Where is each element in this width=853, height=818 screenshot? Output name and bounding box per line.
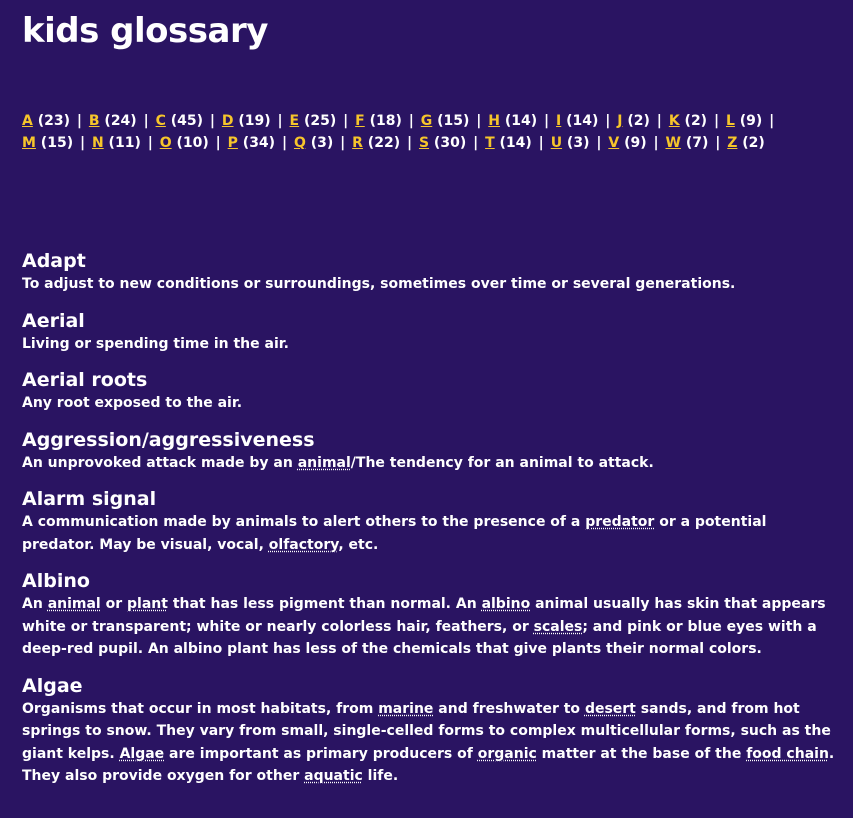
letter-count: (14) bbox=[561, 113, 599, 129]
glossary-page bbox=[22, 0, 842, 784]
definition-text: and freshwater to bbox=[433, 700, 585, 717]
glossary-term-link[interactable]: scales bbox=[533, 618, 583, 635]
definition-text: , etc. bbox=[338, 536, 379, 553]
glossary-term: Algae bbox=[22, 674, 83, 697]
index-item-k bbox=[669, 113, 707, 129]
glossary-term: Alarm signal bbox=[22, 488, 157, 510]
letter-link-d[interactable]: D bbox=[221, 113, 234, 129]
letter-link-k[interactable]: K bbox=[668, 113, 680, 129]
letter-link-w[interactable]: W bbox=[665, 135, 681, 151]
glossary-entry bbox=[22, 487, 842, 556]
index-separator: | bbox=[75, 135, 90, 151]
letter-count: (2) bbox=[737, 135, 765, 151]
index-separator: | bbox=[72, 113, 87, 129]
glossary-term: Albino bbox=[22, 570, 90, 592]
glossary-definition bbox=[22, 593, 842, 661]
glossary-term-link[interactable]: aquatic bbox=[304, 768, 363, 784]
glossary-entry bbox=[22, 309, 842, 356]
index-separator: | bbox=[403, 113, 419, 129]
index-item-j bbox=[617, 113, 650, 129]
letter-count: (15) bbox=[432, 113, 470, 129]
letter-link-c[interactable]: C bbox=[155, 113, 166, 129]
index-separator: | bbox=[710, 135, 726, 151]
index-item-d bbox=[222, 113, 271, 129]
glossary-entry bbox=[22, 674, 842, 788]
definition-text: /The tendency for an animal to attack. bbox=[350, 454, 654, 471]
glossary-term-link[interactable]: marine bbox=[378, 700, 434, 717]
letter-count: (22) bbox=[362, 135, 401, 151]
letter-link-g[interactable]: G bbox=[420, 113, 433, 129]
glossary-term: Aerial bbox=[22, 309, 85, 332]
letter-count: (3) bbox=[562, 135, 590, 151]
letter-index bbox=[22, 110, 834, 154]
index-item-a bbox=[22, 113, 70, 129]
glossary-term: Adapt bbox=[22, 250, 86, 272]
glossary-definition bbox=[22, 452, 842, 475]
letter-count: (3) bbox=[305, 135, 334, 151]
letter-count: (2) bbox=[679, 113, 708, 129]
glossary-term-link[interactable]: plant bbox=[127, 596, 168, 612]
letter-count: (11) bbox=[103, 135, 141, 151]
glossary-term-link[interactable]: albino bbox=[481, 596, 531, 612]
definition-text: Living or spending time in the air. bbox=[22, 335, 289, 352]
index-item-t bbox=[485, 135, 532, 151]
letter-count: (9) bbox=[619, 135, 647, 151]
index-separator: | bbox=[764, 113, 775, 129]
letter-link-o[interactable]: O bbox=[159, 135, 172, 151]
letter-link-j[interactable]: J bbox=[617, 113, 623, 129]
definition-text: sands, and from hot springs to snow. They vary from small, single-celled forms to complex multicellular forms, such as the giant kelps. bbox=[22, 700, 831, 762]
glossary-entry bbox=[22, 569, 842, 661]
definition-text: . They also provide oxygen for other bbox=[22, 745, 835, 784]
glossary-term-link[interactable]: organic bbox=[477, 745, 537, 762]
letter-link-p[interactable]: P bbox=[227, 135, 238, 151]
index-item-v bbox=[608, 135, 646, 151]
index-separator: | bbox=[533, 135, 549, 151]
glossary-entry bbox=[22, 428, 842, 475]
letter-count: (23) bbox=[32, 113, 70, 129]
index-separator: | bbox=[468, 135, 484, 151]
letter-link-b[interactable]: B bbox=[88, 113, 100, 129]
index-separator: | bbox=[648, 135, 664, 151]
letter-count: (19) bbox=[233, 113, 271, 129]
definition-text: Organisms that occur in most habitats, from bbox=[22, 700, 379, 717]
index-item-i bbox=[556, 113, 598, 129]
glossary-entry bbox=[22, 249, 842, 296]
index-separator: | bbox=[471, 113, 487, 129]
letter-link-a[interactable]: A bbox=[22, 113, 33, 129]
definition-text: A communication made by animals to alert others to the presence of a bbox=[22, 514, 586, 530]
glossary-term-link[interactable]: animal bbox=[297, 454, 351, 471]
letter-count: (45) bbox=[165, 113, 204, 129]
index-separator: | bbox=[402, 135, 417, 151]
index-item-e bbox=[290, 113, 337, 129]
index-item-p bbox=[228, 135, 275, 151]
glossary-term-link[interactable]: Algae bbox=[119, 745, 165, 762]
index-item-u bbox=[551, 135, 590, 151]
letter-count: (14) bbox=[494, 135, 532, 151]
definition-text: To adjust to new conditions or surroundings, sometimes over time or several generations. bbox=[22, 276, 736, 292]
index-item-q bbox=[294, 135, 333, 151]
glossary-definition bbox=[22, 698, 842, 788]
letter-link-f[interactable]: F bbox=[355, 113, 365, 129]
glossary-definition bbox=[22, 273, 842, 296]
index-item-b bbox=[89, 113, 137, 129]
letter-count: (14) bbox=[500, 113, 538, 129]
glossary-term: Aggression/aggressiveness bbox=[22, 428, 315, 451]
letter-count: (9) bbox=[734, 113, 763, 129]
definition-text: animal usually has skin that appears white or transparent; white or nearly colorless hair, feathers, or bbox=[22, 596, 826, 635]
letter-link-i[interactable]: I bbox=[556, 113, 562, 129]
definition-text: life. bbox=[362, 768, 399, 784]
letter-link-z[interactable]: Z bbox=[727, 135, 738, 151]
glossary-term-link[interactable]: predator bbox=[585, 514, 655, 530]
glossary-term-link[interactable]: animal bbox=[47, 596, 101, 612]
definition-text: that has less pigment than normal. An bbox=[167, 596, 482, 612]
letter-count: (15) bbox=[35, 135, 74, 151]
letter-count: (34) bbox=[237, 135, 276, 151]
letter-link-v[interactable]: V bbox=[608, 135, 620, 151]
glossary-term-link[interactable]: food chain bbox=[746, 745, 829, 762]
glossary-entry bbox=[22, 368, 842, 415]
letter-count: (30) bbox=[429, 135, 467, 151]
definition-text: Any root exposed to the air. bbox=[22, 395, 243, 411]
index-separator: | bbox=[709, 113, 724, 129]
index-item-s bbox=[419, 135, 466, 151]
glossary-term-link[interactable]: desert bbox=[584, 700, 636, 717]
glossary-definition bbox=[22, 392, 842, 415]
letter-link-u[interactable]: U bbox=[550, 135, 563, 151]
definition-text: are important as primary producers of bbox=[164, 745, 478, 762]
glossary-entries bbox=[22, 249, 842, 801]
definition-text: or bbox=[100, 596, 128, 612]
index-item-w bbox=[666, 135, 709, 151]
index-item-c bbox=[156, 113, 203, 129]
letter-count: (10) bbox=[171, 135, 209, 151]
index-separator: | bbox=[338, 113, 354, 129]
glossary-term: Aerial roots bbox=[22, 369, 148, 391]
index-separator: | bbox=[272, 113, 288, 129]
letter-link-e[interactable]: E bbox=[289, 113, 300, 129]
index-separator: | bbox=[210, 135, 226, 151]
index-item-r bbox=[352, 135, 400, 151]
letter-link-m[interactable]: M bbox=[22, 135, 36, 151]
letter-link-t[interactable]: T bbox=[485, 135, 495, 151]
letter-link-l[interactable]: L bbox=[725, 113, 735, 129]
glossary-definition bbox=[22, 333, 842, 356]
index-item-o bbox=[160, 135, 209, 151]
index-separator: | bbox=[591, 135, 607, 151]
glossary-term-link[interactable]: olfactory bbox=[268, 536, 339, 553]
index-separator: | bbox=[138, 113, 154, 129]
index-item-f bbox=[355, 113, 402, 129]
letter-link-n[interactable]: N bbox=[91, 135, 104, 151]
index-item-n bbox=[92, 135, 141, 151]
index-item-m bbox=[22, 135, 73, 151]
index-separator: | bbox=[651, 113, 667, 129]
index-item-h bbox=[488, 113, 537, 129]
letter-count: (2) bbox=[622, 113, 650, 129]
index-separator: | bbox=[539, 113, 555, 129]
letter-count: (24) bbox=[99, 113, 137, 129]
index-separator: | bbox=[335, 135, 351, 151]
definition-text: An bbox=[22, 596, 48, 612]
definition-text: An unprovoked attack made by an bbox=[22, 454, 298, 471]
letter-count: (7) bbox=[680, 135, 709, 151]
index-separator: | bbox=[600, 113, 616, 129]
letter-link-r[interactable]: R bbox=[352, 135, 363, 151]
index-separator: | bbox=[277, 135, 292, 151]
index-separator: | bbox=[205, 113, 220, 129]
glossary-definition bbox=[22, 511, 842, 556]
index-item-l bbox=[726, 113, 762, 129]
letter-link-h[interactable]: H bbox=[488, 113, 501, 129]
letter-link-q[interactable]: Q bbox=[293, 135, 306, 151]
definition-text: matter at the base of the bbox=[536, 745, 747, 762]
index-item-g bbox=[421, 113, 470, 129]
letter-count: (18) bbox=[364, 113, 402, 129]
letter-count: (25) bbox=[299, 113, 337, 129]
definition-text: ; and pink or blue eyes with a deep-red pupil. An albino plant has less of the chemicals that give plants their normal colors. bbox=[22, 618, 817, 657]
index-separator: | bbox=[142, 135, 158, 151]
page-title: kids glossary bbox=[22, 11, 268, 51]
definition-text: or a potential predator. May be visual, vocal, bbox=[22, 514, 767, 553]
letter-link-s[interactable]: S bbox=[418, 135, 430, 151]
index-item-z bbox=[727, 135, 765, 151]
